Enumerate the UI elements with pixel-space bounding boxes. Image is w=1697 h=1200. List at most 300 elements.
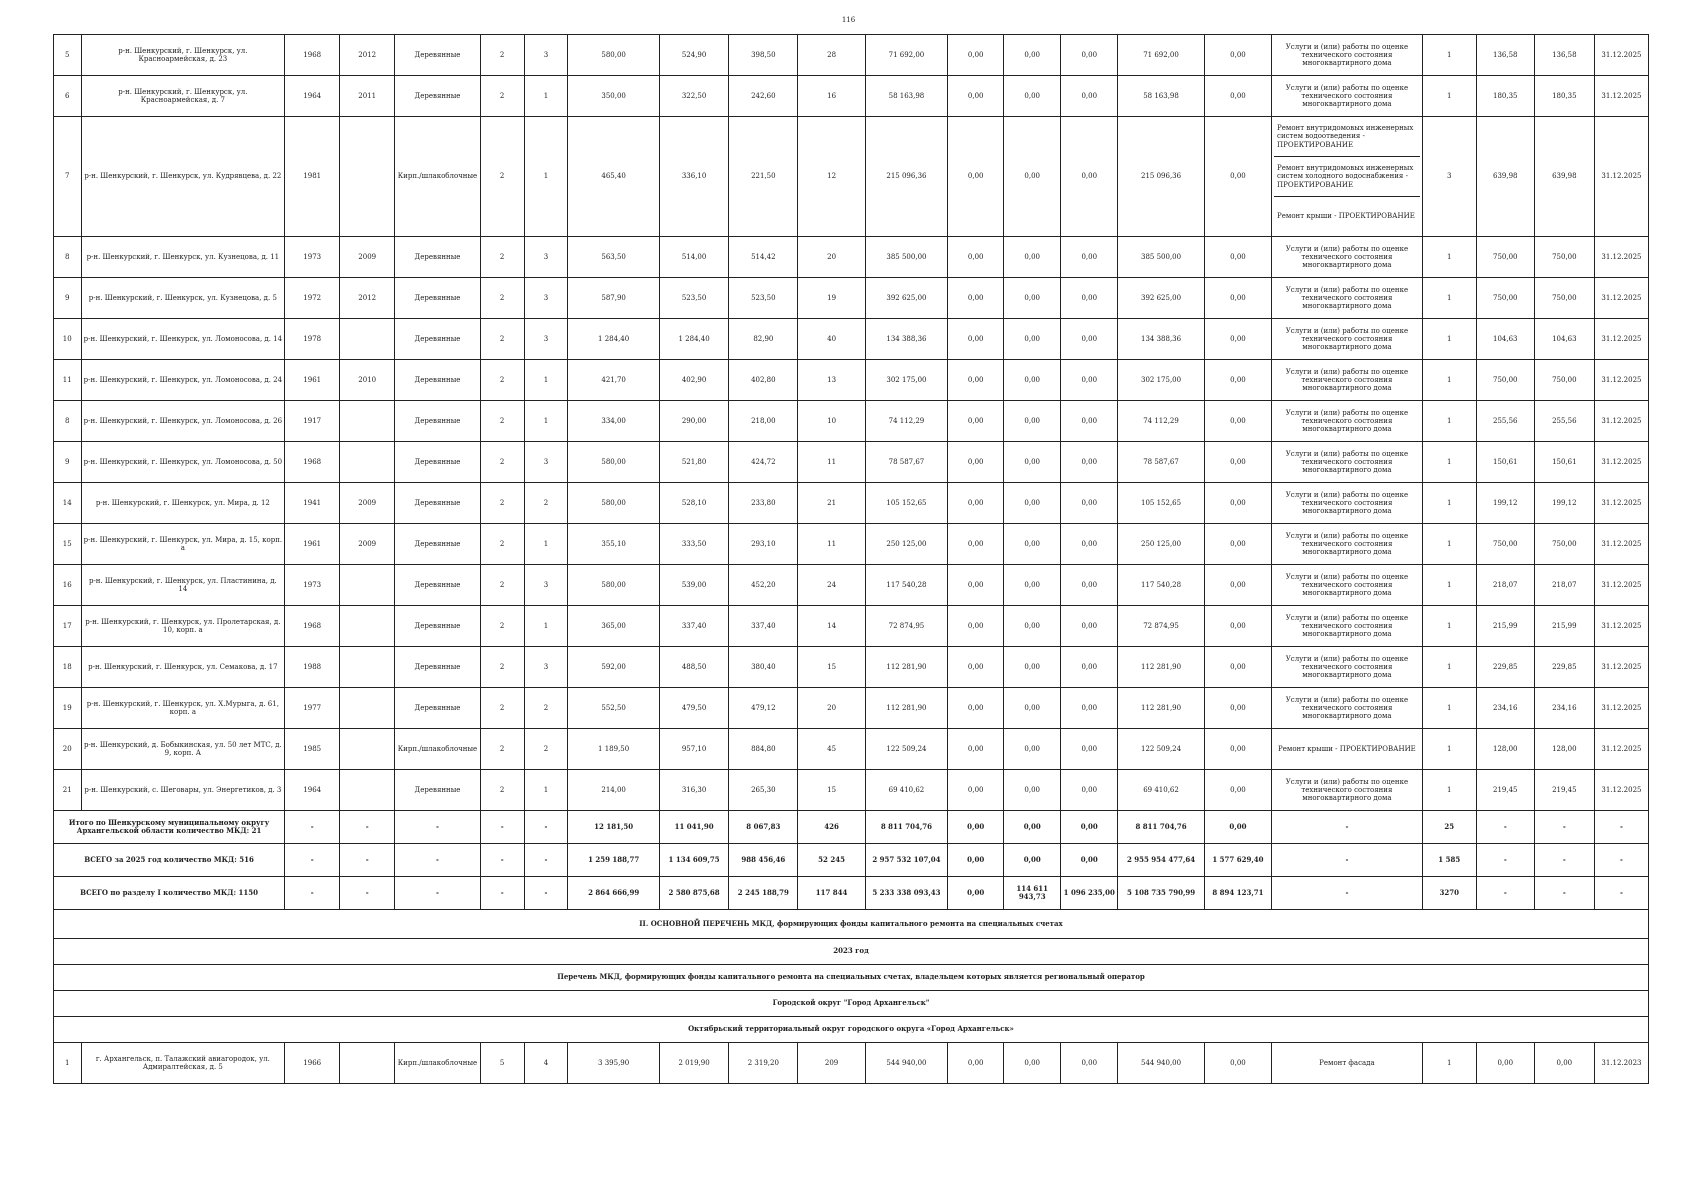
residential-area: 82,90 [729,319,798,360]
cost-federal: 0,00 [948,237,1004,278]
entrances: 2 [524,688,568,729]
total-area: 580,00 [568,442,660,483]
floors: 2 [480,729,524,770]
work-type: Услуги и (или) работы по оценке технического состояния многоквартирного дома [1272,483,1423,524]
residential-area: 242,60 [729,76,798,117]
unit-cost-2: 750,00 [1534,524,1594,565]
cost-regional: 0,00 [1004,770,1061,811]
entrances: 1 [524,76,568,117]
total-cost: 71 692,00 [865,35,948,76]
row-number: 5 [54,35,82,76]
completion-date: 31.12.2023 [1594,1043,1648,1084]
section-heading: II. ОСНОВНОЙ ПЕРЕЧЕНЬ МКД, формирующих фонды капитального ремонта на специальных счетах [54,910,1649,939]
living-area: 488,50 [659,647,728,688]
residential-area: 337,40 [729,606,798,647]
cost-other: 0,00 [1204,237,1271,278]
floors: 2 [480,524,524,565]
work-count: 1 [1422,278,1476,319]
cost-federal: 0,00 [948,76,1004,117]
year-renovated: 2009 [340,524,395,565]
unit-cost-1: 255,56 [1476,401,1534,442]
address: р-н. Шенкурский, г. Шенкурск, ул. Ломоносова, д. 24 [81,360,285,401]
cost-local: 0,00 [1061,117,1118,237]
floors: 2 [480,606,524,647]
cost-owners: 392 625,00 [1118,278,1205,319]
total-cost: 69 410,62 [865,770,948,811]
work-type: Услуги и (или) работы по оценке технического состояния многоквартирного дома [1272,565,1423,606]
floors: 5 [480,1043,524,1084]
work-count: 1 [1422,524,1476,565]
totals-res: 52 245 [798,844,865,877]
cost-owners: 74 112,29 [1118,401,1205,442]
cost-other: 0,00 [1204,524,1271,565]
residents: 19 [798,278,865,319]
row-number: 14 [54,483,82,524]
dash-cell: - [524,811,568,844]
cost-other: 0,00 [1204,647,1271,688]
address: р-н. Шенкурский, г. Шенкурск, ул. Красноармейская, д. 23 [81,35,285,76]
unit-cost-2: 255,56 [1534,401,1594,442]
row-number: 11 [54,360,82,401]
year-built: 1985 [285,729,340,770]
unit-cost-1: 180,35 [1476,76,1534,117]
work-count: 1 [1422,360,1476,401]
row-number: 7 [54,117,82,237]
cost-regional: 0,00 [1004,647,1061,688]
cost-owners: 112 281,90 [1118,688,1205,729]
totals-a1: 2 864 666,99 [568,877,660,910]
cost-other: 0,00 [1204,483,1271,524]
totals-p2: - [1534,844,1594,877]
dash-cell: - [524,844,568,877]
year-built: 1961 [285,524,340,565]
work-count: 1 [1422,770,1476,811]
year-renovated [340,401,395,442]
work-count: 1 [1422,76,1476,117]
row-number: 8 [54,237,82,278]
residents: 24 [798,565,865,606]
cost-local: 0,00 [1061,35,1118,76]
completion-date: 31.12.2025 [1594,76,1648,117]
totals-res: 117 844 [798,877,865,910]
dash-cell: - [480,877,524,910]
totals-c6: 0,00 [1204,811,1271,844]
wall-material: Деревянные [395,76,481,117]
living-area: 524,90 [659,35,728,76]
residents: 20 [798,688,865,729]
table-row [54,278,1649,319]
cost-federal: 0,00 [948,35,1004,76]
cost-other: 0,00 [1204,117,1271,237]
year-built: 1961 [285,360,340,401]
totals-c3: 0,00 [1004,811,1061,844]
totals-p1: - [1476,811,1534,844]
residents: 40 [798,319,865,360]
cost-other: 0,00 [1204,76,1271,117]
totals-work: - [1272,811,1423,844]
completion-date: 31.12.2025 [1594,565,1648,606]
cost-local: 0,00 [1061,565,1118,606]
cost-federal: 0,00 [948,524,1004,565]
table-row [54,688,1649,729]
section-heading: Октябрьский территориальный округ городского округа «Город Архангельск» [54,1017,1649,1043]
dash-cell: - [395,877,481,910]
totals-label: ВСЕГО по разделу I количество МКД: 1150 [54,877,285,910]
year-renovated: 2009 [340,483,395,524]
table-row [54,483,1649,524]
total-area: 580,00 [568,35,660,76]
total-cost: 105 152,65 [865,483,948,524]
cost-local: 0,00 [1061,360,1118,401]
cost-regional: 0,00 [1004,117,1061,237]
residential-area: 221,50 [729,117,798,237]
cost-federal: 0,00 [948,606,1004,647]
residents: 10 [798,401,865,442]
wall-material: Деревянные [395,35,481,76]
residential-area: 233,80 [729,483,798,524]
unit-cost-1: 234,16 [1476,688,1534,729]
cost-federal: 0,00 [948,647,1004,688]
floors: 2 [480,117,524,237]
unit-cost-1: 199,12 [1476,483,1534,524]
cost-regional: 0,00 [1004,729,1061,770]
total-area: 421,70 [568,360,660,401]
wall-material: Деревянные [395,770,481,811]
living-area: 337,40 [659,606,728,647]
completion-date: 31.12.2025 [1594,35,1648,76]
unit-cost-2: 180,35 [1534,76,1594,117]
floors: 2 [480,319,524,360]
table-row [54,524,1649,565]
cost-other: 0,00 [1204,360,1271,401]
unit-cost-2: 234,16 [1534,688,1594,729]
unit-cost-2: 0,00 [1534,1043,1594,1084]
dash-cell: - [395,811,481,844]
work-count: 3 [1422,117,1476,237]
work-type: Услуги и (или) работы по оценке технического состояния многоквартирного дома [1272,360,1423,401]
residents: 12 [798,117,865,237]
unit-cost-1: 104,63 [1476,319,1534,360]
residents: 45 [798,729,865,770]
totals-p1: - [1476,844,1534,877]
cost-regional: 0,00 [1004,360,1061,401]
wall-material: Кирп./шлакоблочные [395,117,481,237]
year-renovated [340,729,395,770]
work-type: Услуги и (или) работы по оценке технического состояния многоквартирного дома [1272,35,1423,76]
totals-c5: 8 811 704,76 [1118,811,1205,844]
year-built: 1968 [285,606,340,647]
dash-cell: - [340,844,395,877]
unit-cost-1: 750,00 [1476,278,1534,319]
residents: 13 [798,360,865,401]
table-row [54,360,1649,401]
entrances: 3 [524,237,568,278]
totals-p2: - [1534,811,1594,844]
entrances: 3 [524,35,568,76]
row-number: 21 [54,770,82,811]
total-area: 592,00 [568,647,660,688]
living-area: 336,10 [659,117,728,237]
work-type: Услуги и (или) работы по оценке технического состояния многоквартирного дома [1272,524,1423,565]
cost-federal: 0,00 [948,401,1004,442]
year-renovated: 2012 [340,278,395,319]
totals-p2: - [1534,877,1594,910]
completion-date: 31.12.2025 [1594,606,1648,647]
living-area: 539,00 [659,565,728,606]
cost-other: 0,00 [1204,1043,1271,1084]
cost-local: 0,00 [1061,688,1118,729]
table-row [54,770,1649,811]
totals-a1: 1 259 188,77 [568,844,660,877]
row-number: 17 [54,606,82,647]
totals-work: - [1272,877,1423,910]
table-row [54,237,1649,278]
totals-res: 426 [798,811,865,844]
completion-date: 31.12.2025 [1594,319,1648,360]
cost-other: 0,00 [1204,442,1271,483]
table-row [54,35,1649,76]
cost-federal: 0,00 [948,278,1004,319]
address: р-н. Шенкурский, д. Бобыкинская, ул. 50 лет МТС, д. 9, корп. А [81,729,285,770]
row-number: 10 [54,319,82,360]
entrances: 4 [524,1043,568,1084]
residents: 14 [798,606,865,647]
total-cost: 72 874,95 [865,606,948,647]
work-type: Ремонт крыши - ПРОЕКТИРОВАНИЕ [1272,729,1423,770]
entrances: 1 [524,524,568,565]
total-cost: 74 112,29 [865,401,948,442]
section-row [54,1017,1649,1043]
address: р-н. Шенкурский, г. Шенкурск, ул. Красноармейская, д. 7 [81,76,285,117]
totals-a2: 11 041,90 [659,811,728,844]
residential-area: 523,50 [729,278,798,319]
cost-local: 0,00 [1061,770,1118,811]
dash-cell: - [285,811,340,844]
row-number: 6 [54,76,82,117]
residential-area: 452,20 [729,565,798,606]
address: р-н. Шенкурский, г. Шенкурск, ул. Ломоносова, д. 50 [81,442,285,483]
residential-area: 884,80 [729,729,798,770]
floors: 2 [480,35,524,76]
completion-date: 31.12.2025 [1594,360,1648,401]
wall-material: Деревянные [395,606,481,647]
totals-c2: 0,00 [948,844,1004,877]
completion-date: 31.12.2025 [1594,647,1648,688]
totals-row [54,877,1649,910]
year-renovated: 2010 [340,360,395,401]
cost-owners: 112 281,90 [1118,647,1205,688]
year-renovated [340,565,395,606]
unit-cost-1: 0,00 [1476,1043,1534,1084]
year-renovated [340,606,395,647]
work-count: 1 [1422,319,1476,360]
unit-cost-2: 639,98 [1534,117,1594,237]
cost-regional: 0,00 [1004,319,1061,360]
year-built: 1988 [285,647,340,688]
living-area: 316,30 [659,770,728,811]
floors: 2 [480,647,524,688]
living-area: 322,50 [659,76,728,117]
section-row [54,991,1649,1017]
completion-date: 31.12.2025 [1594,524,1648,565]
cost-regional: 0,00 [1004,442,1061,483]
wall-material: Деревянные [395,237,481,278]
totals-c4: 1 096 235,00 [1061,877,1118,910]
cost-local: 0,00 [1061,319,1118,360]
year-renovated [340,442,395,483]
floors: 2 [480,360,524,401]
wall-material: Кирп./шлакоблочные [395,1043,481,1084]
wall-material: Деревянные [395,524,481,565]
table-row [54,606,1649,647]
year-built: 1966 [285,1043,340,1084]
wall-material: Деревянные [395,401,481,442]
total-cost: 302 175,00 [865,360,948,401]
total-cost: 544 940,00 [865,1043,948,1084]
totals-c5: 2 955 954 477,64 [1118,844,1205,877]
work-count: 1 [1422,729,1476,770]
cost-federal: 0,00 [948,1043,1004,1084]
totals-c6: 1 577 629,40 [1204,844,1271,877]
section-heading: 2023 год [54,939,1649,965]
section-row [54,910,1649,939]
wall-material: Деревянные [395,278,481,319]
year-built: 1977 [285,688,340,729]
living-area: 290,00 [659,401,728,442]
total-area: 365,00 [568,606,660,647]
residential-area: 218,00 [729,401,798,442]
cost-owners: 215 096,36 [1118,117,1205,237]
residential-area: 265,30 [729,770,798,811]
total-cost: 112 281,90 [865,688,948,729]
cost-owners: 105 152,65 [1118,483,1205,524]
totals-a3: 988 456,46 [729,844,798,877]
work-count: 1 [1422,1043,1476,1084]
work-type: Ремонт внутридомовых инженерных систем холодного водоснабжения - ПРОЕКТИРОВАНИЕ [1274,157,1420,197]
entrances: 1 [524,606,568,647]
completion-date: 31.12.2025 [1594,401,1648,442]
unit-cost-2: 215,99 [1534,606,1594,647]
address: р-н. Шенкурский, г. Шенкурск, ул. Х.Мурыга, д. 61, корп. а [81,688,285,729]
section-heading: Перечень МКД, формирующих фонды капитального ремонта на специальных счетах, владельцем которых является региональный оператор [54,965,1649,991]
total-cost: 78 587,67 [865,442,948,483]
year-built: 1972 [285,278,340,319]
entrances: 3 [524,319,568,360]
table-row [54,565,1649,606]
unit-cost-1: 150,61 [1476,442,1534,483]
dash-cell: - [340,877,395,910]
total-area: 580,00 [568,483,660,524]
work-type: Услуги и (или) работы по оценке технического состояния многоквартирного дома [1272,237,1423,278]
total-area: 3 395,90 [568,1043,660,1084]
cost-local: 0,00 [1061,76,1118,117]
totals-a1: 12 181,50 [568,811,660,844]
cost-owners: 134 388,36 [1118,319,1205,360]
residents: 20 [798,237,865,278]
entrances: 1 [524,770,568,811]
address: р-н. Шенкурский, г. Шенкурск, ул. Пролетарская, д. 10, корп. а [81,606,285,647]
work-count: 1 [1422,565,1476,606]
work-count: 1 [1422,606,1476,647]
residents: 11 [798,442,865,483]
unit-cost-1: 215,99 [1476,606,1534,647]
address: р-н. Шенкурский, г. Шенкурск, ул. Пластинина, д. 14 [81,565,285,606]
living-area: 957,10 [659,729,728,770]
cost-local: 0,00 [1061,606,1118,647]
totals-a3: 2 245 188,79 [729,877,798,910]
cost-regional: 0,00 [1004,524,1061,565]
row-number: 8 [54,401,82,442]
address: р-н. Шенкурский, г. Шенкурск, ул. Кузнецова, д. 11 [81,237,285,278]
year-built: 1917 [285,401,340,442]
living-area: 1 284,40 [659,319,728,360]
year-built: 1973 [285,237,340,278]
cost-regional: 0,00 [1004,606,1061,647]
totals-c4: 0,00 [1061,844,1118,877]
totals-c1: 2 957 532 107,04 [865,844,948,877]
cost-regional: 0,00 [1004,688,1061,729]
totals-c6: 8 894 123,71 [1204,877,1271,910]
total-area: 580,00 [568,565,660,606]
completion-date: 31.12.2025 [1594,117,1648,237]
work-count: 1 [1422,401,1476,442]
year-renovated [340,319,395,360]
entrances: 3 [524,278,568,319]
year-renovated [340,647,395,688]
work-type: Услуги и (или) работы по оценке технического состояния многоквартирного дома [1272,401,1423,442]
cost-federal: 0,00 [948,360,1004,401]
row-number: 9 [54,442,82,483]
totals-label: Итого по Шенкурскому муниципальному округу Архангельской области количество МКД: 21 [54,811,285,844]
year-renovated: 2011 [340,76,395,117]
page-number: 116 [841,16,856,24]
totals-c5: 5 108 735 790,99 [1118,877,1205,910]
completion-date: 31.12.2025 [1594,770,1648,811]
year-built: 1981 [285,117,340,237]
total-cost: 122 509,24 [865,729,948,770]
completion-date: 31.12.2025 [1594,278,1648,319]
totals-cnt: 3270 [1422,877,1476,910]
total-cost: 385 500,00 [865,237,948,278]
work-type: Услуги и (или) работы по оценке технического состояния многоквартирного дома [1272,278,1423,319]
floors: 2 [480,237,524,278]
cost-other: 0,00 [1204,606,1271,647]
living-area: 523,50 [659,278,728,319]
dash-cell: - [285,844,340,877]
totals-cnt: 1 585 [1422,844,1476,877]
totals-cnt: 25 [1422,811,1476,844]
total-cost: 112 281,90 [865,647,948,688]
residential-area: 424,72 [729,442,798,483]
totals-label: ВСЕГО за 2025 год количество МКД: 516 [54,844,285,877]
entrances: 1 [524,401,568,442]
table-row [54,401,1649,442]
totals-row [54,811,1649,844]
work-type-list [1272,117,1423,237]
wall-material: Деревянные [395,647,481,688]
cost-regional: 0,00 [1004,565,1061,606]
living-area: 2 019,90 [659,1043,728,1084]
floors: 2 [480,483,524,524]
cost-local: 0,00 [1061,442,1118,483]
cost-local: 0,00 [1061,237,1118,278]
dash-cell: - [395,844,481,877]
totals-date: - [1594,877,1648,910]
living-area: 528,10 [659,483,728,524]
year-built: 1941 [285,483,340,524]
residents: 15 [798,647,865,688]
unit-cost-1: 750,00 [1476,237,1534,278]
